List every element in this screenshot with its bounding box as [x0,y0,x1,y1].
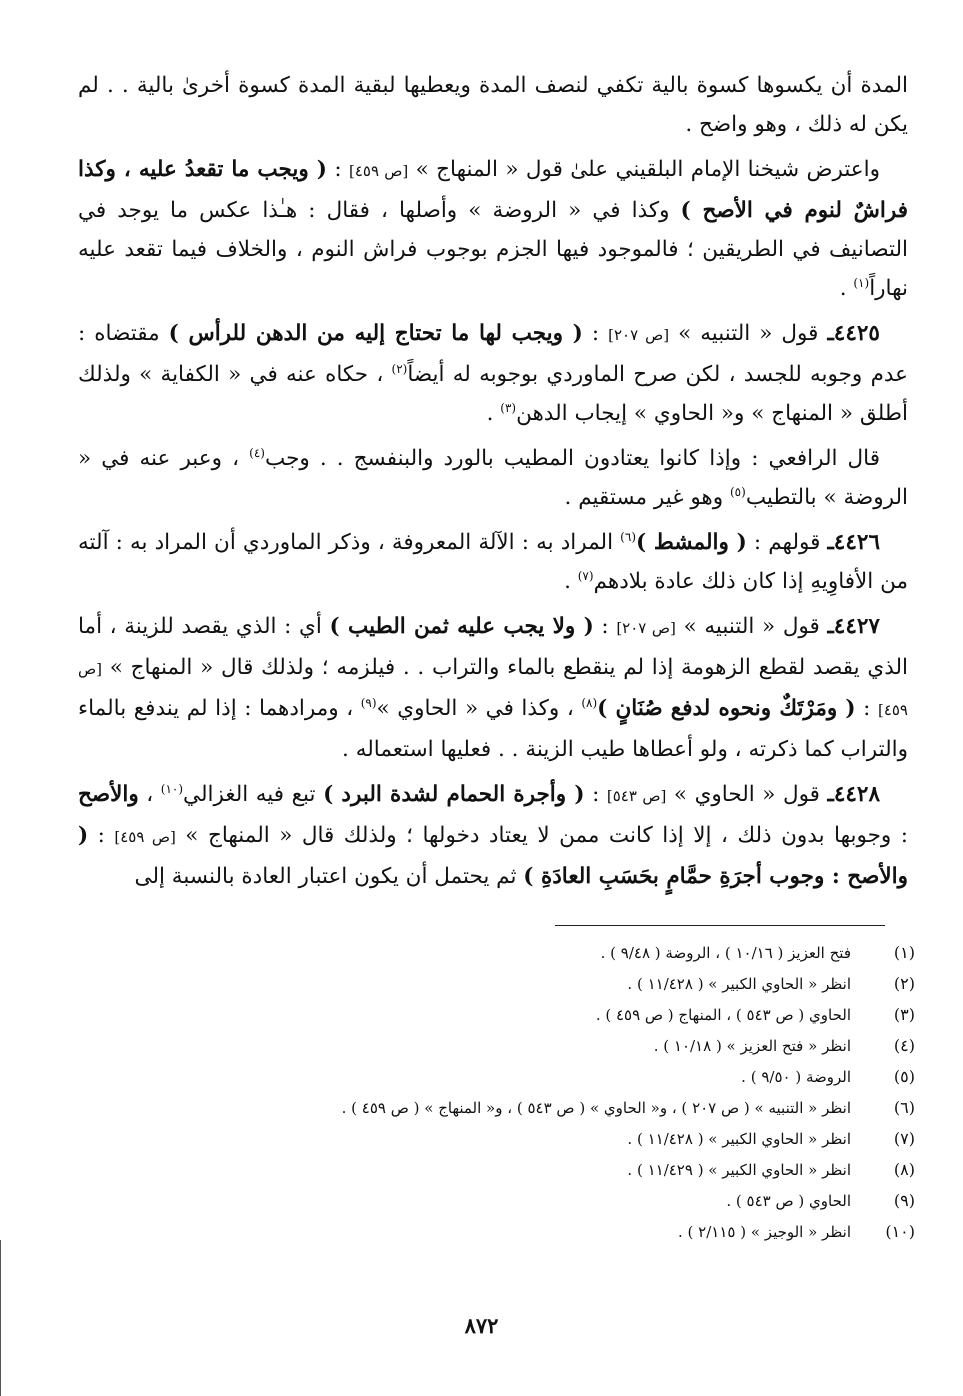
footnote-text: انظر « الوجيز » ( ٢/١١٥ ) . [678,1223,851,1241]
footnote-number: (٤) [893,1036,915,1055]
page-reference: [ص ٢٠٧] [608,326,670,344]
emphasis-text: والأصح [78,782,139,807]
page-reference: [ص ٤٥٩] [348,162,409,180]
footnote-separator [555,925,885,926]
emphasis-text: ٤٤٢٧ـ [827,614,880,639]
text-run: تبع فيه الغزالي [183,782,324,807]
paragraph [78,314,908,433]
text-run: قول « التنبيه » [675,614,828,639]
footnote-number: (٨) [893,1160,915,1179]
footnote-number: (١٠) [885,1222,915,1241]
emphasis-text: ( والأصح : وجوب أجرَةِ حمَّامٍ بحَسَبِ العادَةِ ) [78,823,908,889]
footnote-number: (٢) [893,974,915,993]
paragraph [78,439,908,517]
footnote [85,1092,915,1123]
footnote-number: (٦) [893,1098,915,1117]
text-run: : [855,696,878,721]
footnote-ref: (١) [853,275,870,290]
footnote [85,1030,915,1061]
page-reference: [ص ٤٥٩] [78,660,908,719]
footnote-text: انظر « فتح العزيز » ( ١٠/١٨ ) . [653,1037,851,1055]
emphasis-text: ٤٤٢٨ـ [827,782,881,807]
footnote-ref: (٧) [577,568,594,583]
footnote-text: انظر « الحاوي الكبير » ( ١١/٤٢٩ ) . [627,1161,851,1179]
text-run: : [584,782,607,807]
footnote [85,937,915,968]
text-run: : [582,321,609,346]
text-run: ، وعبر عنه في « الروضة » بالتطيب [78,446,908,510]
emphasis-text: ٤٤٢٥ـ [827,321,880,346]
emphasis-text: ( والمشط ) [636,530,747,555]
text-run: واعترض شيخنا الإمام البلقيني علىٰ قول « المنهاج » [408,157,880,182]
footnote-text: الحاوي ( ص ٥٤٣ ) . [726,1192,851,1210]
page-reference: [ص ٤٥٩] [114,828,176,846]
text-run: قول « التنبيه » [669,321,828,346]
main-text [78,66,908,902]
text-run: أي : الذي يقصد للزينة ، أما الذي يقصد لقطع الزهومة إذا لم ينقطع بالماء والتراب . . فيلزمه ؛ ولذلك قال « المنهاج » [78,614,908,680]
page-reference: [ص ٢٠٧] [616,619,676,637]
footnote-ref: (٣) [500,400,517,415]
text-run: : [88,823,115,848]
emphasis-text: ٤٤٢٦ـ [827,530,880,555]
text-run: قال الرافعي : وإذا كانوا يعتادون المطيب بالورد والبنفسج . . وجب [264,446,880,471]
text-run: قولهم : [746,530,828,555]
page-reference: [ص ٥٤٣] [606,787,667,805]
text-run: المدة أن يكسوها كسوة بالية تكفي لنصف المدة ويعطيها لبقية المدة كسوة أخرىٰ بالية . . لم يكن له ذلك ، وهو واضح . [78,73,908,137]
text-run: . [839,276,854,301]
paragraph [78,66,908,144]
text-run: وهو غير مستقيم . [564,485,730,510]
emphasis-text: ( ومَرْتَكٌ ونحوه لدفع صُنَانٍ ) [597,696,856,721]
footnote-text: انظر « التنبيه » ( ص ٢٠٧ ) ، و« الحاوي » ( ص ٥٤٣ ) ، و« المنهاج » ( ص ٤٥٩ ) . [341,1099,851,1117]
page-edge-line [0,1240,1,1396]
paragraph [78,150,908,308]
footnote-ref: (٨) [581,695,598,710]
footnote-text: انظر « الحاوي الكبير » ( ١١/٤٢٨ ) . [627,1130,851,1148]
footnote-text: الحاوي ( ص ٥٤٣ ) ، المنهاج ( ص ٤٥٩ ) . [595,1006,851,1024]
footnote-text: الروضة ( ٩/٥٠ ) . [741,1068,851,1086]
text-run: مقتضاه : عدم وجوبه للجسد ، لكن صرح الماوردي بوجوبه له أيضاً [78,321,908,387]
footnote-number: (٣) [893,1005,915,1024]
footnote [85,968,915,999]
text-run: ، [138,782,161,807]
emphasis-text: ( وأجرة الحمام لشدة البرد ) [323,782,585,807]
text-run: قول « الحاوي » [666,782,828,807]
text-run: : [593,614,617,639]
paragraph [78,775,908,896]
footnote-ref: (٥) [729,484,746,499]
text-run: . [486,401,501,426]
emphasis-text: ( ويجب لها ما تحتاج إليه من الدهن للرأس ) [168,321,583,346]
footnote [85,1185,915,1216]
footnote [85,1123,915,1154]
footnotes [85,937,915,1247]
paragraph [78,523,908,601]
footnote [85,1216,915,1247]
footnote-number: (٥) [893,1067,915,1086]
footnote-number: (١) [893,943,915,962]
text-run: ثم يحتمل أن يكون اعتبار العادة بالنسبة إلى [134,864,524,889]
text-run: : [326,157,349,182]
text-run: المراد به : الآلة المعروفة ، وذكر الماوردي أن المراد به : آلته من الأفاوِيهِ إذا كان ذلك عادة بلادهم [78,530,908,594]
page-number: ٨٧٢ [464,1313,499,1338]
footnote-text: انظر « الحاوي الكبير » ( ١١/٤٢٨ ) . [627,975,851,993]
footnote-ref: (٩) [360,695,377,710]
footnote-ref: (٢) [391,361,408,376]
footnote-ref: (٦) [620,529,636,544]
footnote-ref: (٤) [249,445,265,460]
text-run: . [564,569,578,594]
text-run: ، ومرادهما : إذا لم يندفع بالماء والتراب كما ذكرته ، ولو أعطاها طيب الزينة . . فعليها استعماله . [78,696,908,762]
footnote-text: فتح العزيز ( ١٠/١٦ ) ، الروضة ( ٩/٤٨ ) . [600,944,851,962]
paragraph [78,607,908,769]
footnote [85,999,915,1030]
footnote-number: (٩) [893,1191,915,1210]
text-run: ، وكذا في « الحاوي » [376,696,582,721]
text-run: ، حكاه عنه في « الكفاية » ولذلك أطلق « المنهاج » و« الحاوي » إيجاب الدهن [78,362,908,426]
emphasis-text: ( ولا يجب عليه ثمن الطيب ) [329,614,594,639]
emphasis-text: ( ويجب ما تقعدُ عليه ، وكذا فراشٌ لنوم في الأصح ) [78,157,908,223]
footnote-number: (٧) [893,1129,915,1148]
footnote [85,1061,915,1092]
footnote [85,1154,915,1185]
text-run: : وجوبها بدون ذلك ، إلا إذا كانت ممن لا يعتاد دخولها ؛ ولذلك قال « المنهاج » [175,823,908,848]
text-run: وكذا في « الروضة » وأصلها ، فقال : هـٰذا عكس ما يوجد في التصانيف في الطريقين ؛ فالموجود فيها الجزم بوجوب فراش النوم ، والخلاف فيما تقعد عليه نهاراً [78,198,908,301]
footnote-ref: (١٠) [160,781,184,796]
